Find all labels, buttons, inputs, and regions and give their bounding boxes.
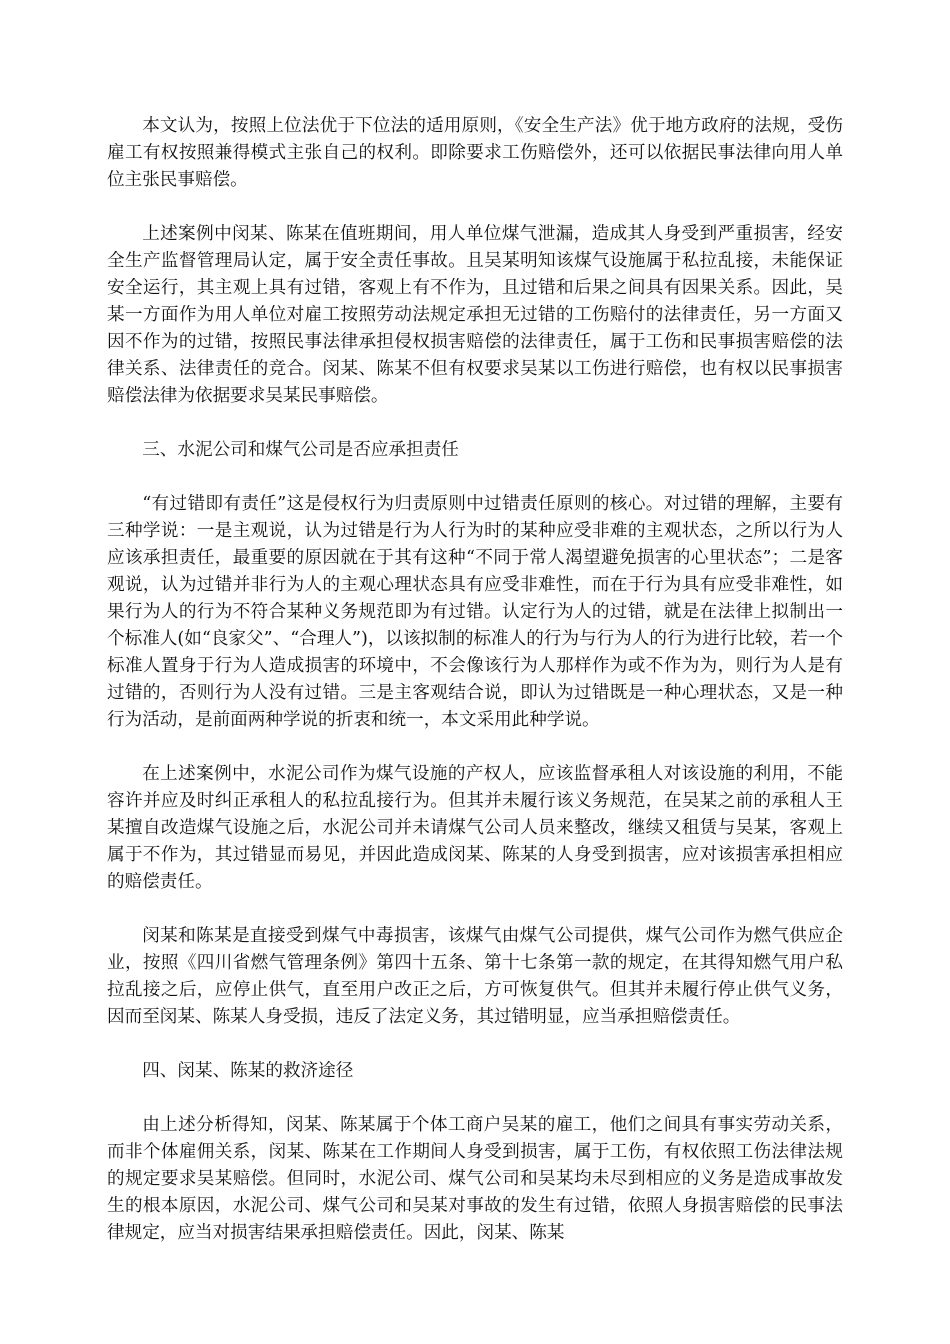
paragraph-fault-theories: “有过错即有责任”这是侵权行为归责原则中过错责任原则的核心。对过错的理解，主要有三种学说：一是主观说，认为过错是行为人行为时的某种应受非难的主观状态，之所以行为人应该承担责任，最重要的原因就在于其有这种“不同于常人渴望避免损害的心里状态”；二是客观说，认为过错并非行为人的主观心理状态具有应受非难性，而在于行为具有应受非难性，如果行为人的行为不符合某种义务规范即为有过错。认定行为人的过错，就是在法律上拟制出一个标准人(如“良家父”、“合理人”)，以该拟制的标准人的行为与行为人的行为进行比较，若一个标准人置身于行为人造成损害的环境中，不会像该行为人那样作为或不作为为，则行为人是有过错的，否则行为人没有过错。三是主客观结合说，即认为过错既是一种心理状态，又是一种行为活动，是前面两种学说的折衷和统一，本文采用此种学说。 xyxy=(107,494,843,730)
paragraph-upper-law-principle: 本文认为，按照上位法优于下位法的适用原则，《安全生产法》优于地方政府的法规，受伤雇工有权按照兼得模式主张自己的权利。即除要求工伤赔偿外，还可以依据民事法律向用人单位主张民事赔偿。 xyxy=(107,116,843,190)
paragraph-cement-company: 在上述案例中，水泥公司作为煤气设施的产权人，应该监督承租人对该设施的利用，不能容许并应及时纠正承租人的私拉乱接行为。但其并未履行该义务规范，在吴某之前的承租人王某擅自改造煤气设施之后，水泥公司并未请煤气公司人员来整改，继续又租赁与吴某，客观上属于不作为，其过错显而易见，并因此造成闵某、陈某的人身受到损害，应对该损害承担相应的赔偿责任。 xyxy=(107,764,843,892)
paragraph-remedies: 由上述分析得知，闵某、陈某属于个体工商户吴某的雇工，他们之间具有事实劳动关系，而非个体雇佣关系，闵某、陈某在工作期间人身受到损害，属于工伤，有权依照工伤法律法规的规定要求吴某赔偿。但同时，水泥公司、煤气公司和吴某均未尽到相应的义务是造成事故发生的根本原因，水泥公司、煤气公司和吴某对事故的发生有过错，依照人身损害赔偿的民事法律规定，应当对损害结果承担赔偿责任。因此，闵某、陈某 xyxy=(107,1115,843,1243)
document-page xyxy=(107,113,843,1274)
section-heading-three: 三、水泥公司和煤气公司是否应承担责任 xyxy=(142,440,459,460)
section-heading-four: 四、闵某、陈某的救济途径 xyxy=(142,1061,354,1081)
paragraph-gas-company: 闵某和陈某是直接受到煤气中毒损害，该煤气由煤气公司提供，煤气公司作为燃气供应企业，按照《四川省燃气管理条例》第四十五条、第十七条第一款的规定，在其得知燃气用户私拉乱接之后，应停止供气，直至用户改正之后，方可恢复供气。但其并未履行停止供气义务，因而至闵某、陈某人身受损，违反了法定义务，其过错明显，应当承担赔偿责任。 xyxy=(107,926,843,1027)
paragraph-case-analysis-wu: 上述案例中闵某、陈某在值班期间，用人单位煤气泄漏，造成其人身受到严重损害，经安全生产监督管理局认定，属于安全责任事故。且吴某明知该煤气设施属于私拉乱接，未能保证安全运行，其主观上具有过错，客观上有不作为，且过错和后果之间具有因果关系。因此，吴某一方面作为用人单位对雇工按照劳动法规定承担无过错的工伤赔付的法律责任，另一方面又因不作为的过错，按照民事法律承担侵权损害赔偿的法律责任，属于工伤和民事损害赔偿的法律关系、法律责任的竞合。闵某、陈某不但有权要求吴某以工伤进行赔偿，也有权以民事损害赔偿法律为依据要求吴某民事赔偿。 xyxy=(107,224,843,406)
